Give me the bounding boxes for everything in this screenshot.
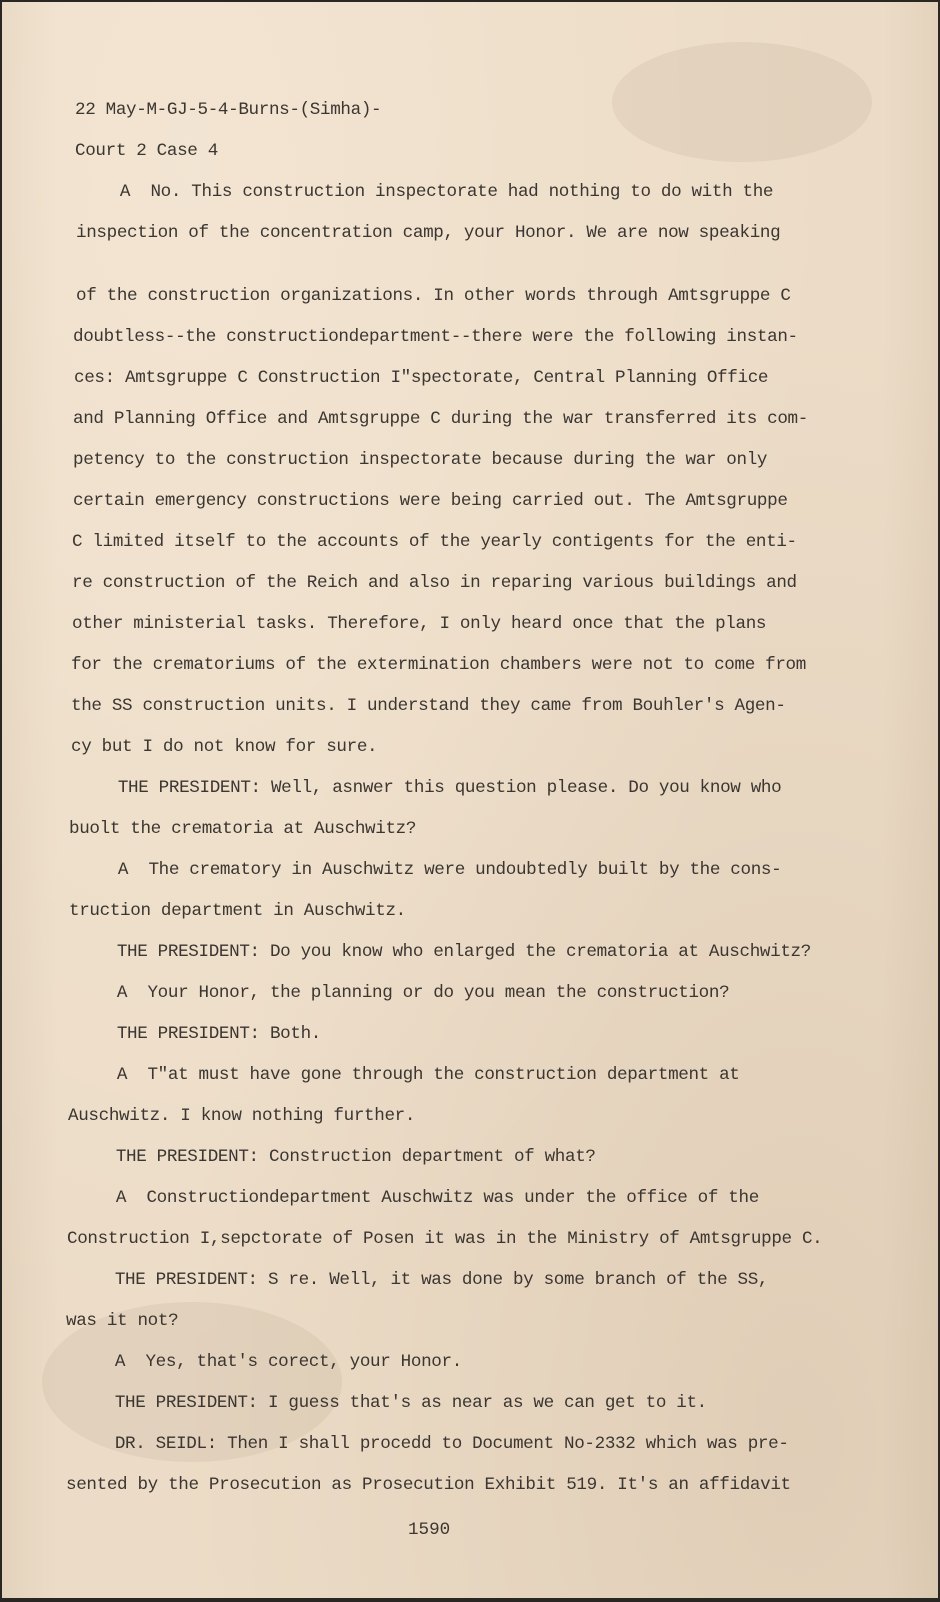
text-line: A Constructiondepartment Auschwitz was under the office of the: [75, 1188, 759, 1208]
text-line: was it not?: [66, 1311, 179, 1331]
text-line: A T"at must have gone through the construction department at: [76, 1065, 740, 1085]
text-line: THE PRESIDENT: Do you know who enlarged the crematoria at Auschwitz?: [76, 942, 811, 962]
text-line: A Your Honor, the planning or do you mean the construction?: [76, 983, 730, 1003]
text-line: A Yes, that's corect, your Honor.: [74, 1352, 462, 1372]
text-line: re construction of the Reich and also in reparing various buildings and: [72, 573, 797, 593]
text-line: THE PRESIDENT: Construction department of what?: [75, 1147, 596, 1167]
text-line: doubtless--the constructiondepartment--there were the following instan-: [73, 327, 798, 347]
text-line: DR. SEIDL: Then I shall procedd to Document No-2332 which was pre-: [74, 1434, 789, 1454]
text-line: for the crematoriums of the extermination chambers were not to come from: [71, 655, 806, 675]
text-line: petency to the construction inspectorate because during the war only: [73, 450, 768, 470]
text-line: THE PRESIDENT: I guess that's as near as we can get to it.: [74, 1393, 707, 1413]
text-line: the SS construction units. I understand they came from Bouhler's Agen-: [71, 696, 786, 716]
header-line-2: Court 2 Case 4: [75, 141, 218, 161]
text-line: Construction I,sepctorate of Posen it was in the Ministry of Amtsgruppe C.: [67, 1229, 823, 1249]
text-line: THE PRESIDENT: Both.: [76, 1024, 321, 1044]
text-line: A The crematory in Auschwitz were undoubtedly built by the cons-: [77, 860, 782, 880]
text-line: THE PRESIDENT: S re. Well, it was done by some branch of the SS,: [74, 1270, 769, 1290]
text-line: ces: Amtsgruppe C Construction I"spectorate, Central Planning Office: [74, 368, 769, 388]
text-line: A No. This construction inspectorate had nothing to do with the: [79, 182, 774, 202]
paper-stain: [612, 42, 872, 162]
text-line: and Planning Office and Amtsgruppe C during the war transferred its com-: [73, 409, 808, 429]
text-line: buolt the crematoria at Auschwitz?: [69, 819, 417, 839]
text-line: inspection of the concentration camp, your Honor. We are now speaking: [76, 223, 781, 243]
header-line-1: 22 May-M-GJ-5-4-Burns-(Simha)-: [75, 100, 382, 120]
text-line: truction department in Auschwitz.: [69, 901, 406, 921]
text-line: THE PRESIDENT: Well, asnwer this question please. Do you know who: [77, 778, 782, 798]
text-line: of the construction organizations. In other words through Amtsgruppe C: [76, 286, 791, 306]
text-line: sented by the Prosecution as Prosecution Exhibit 519. It's an affidavit: [66, 1475, 791, 1495]
text-line: cy but I do not know for sure.: [71, 737, 378, 757]
text-line: other ministerial tasks. Therefore, I only heard once that the plans: [72, 614, 767, 634]
text-line: Auschwitz. I know nothing further.: [68, 1106, 416, 1126]
text-line: C limited itself to the accounts of the yearly contigents for the enti-: [72, 532, 797, 552]
text-line: certain emergency constructions were being carried out. The Amtsgruppe: [73, 491, 788, 511]
page-number: 1590: [408, 1520, 451, 1540]
document-page: [2, 2, 938, 1598]
